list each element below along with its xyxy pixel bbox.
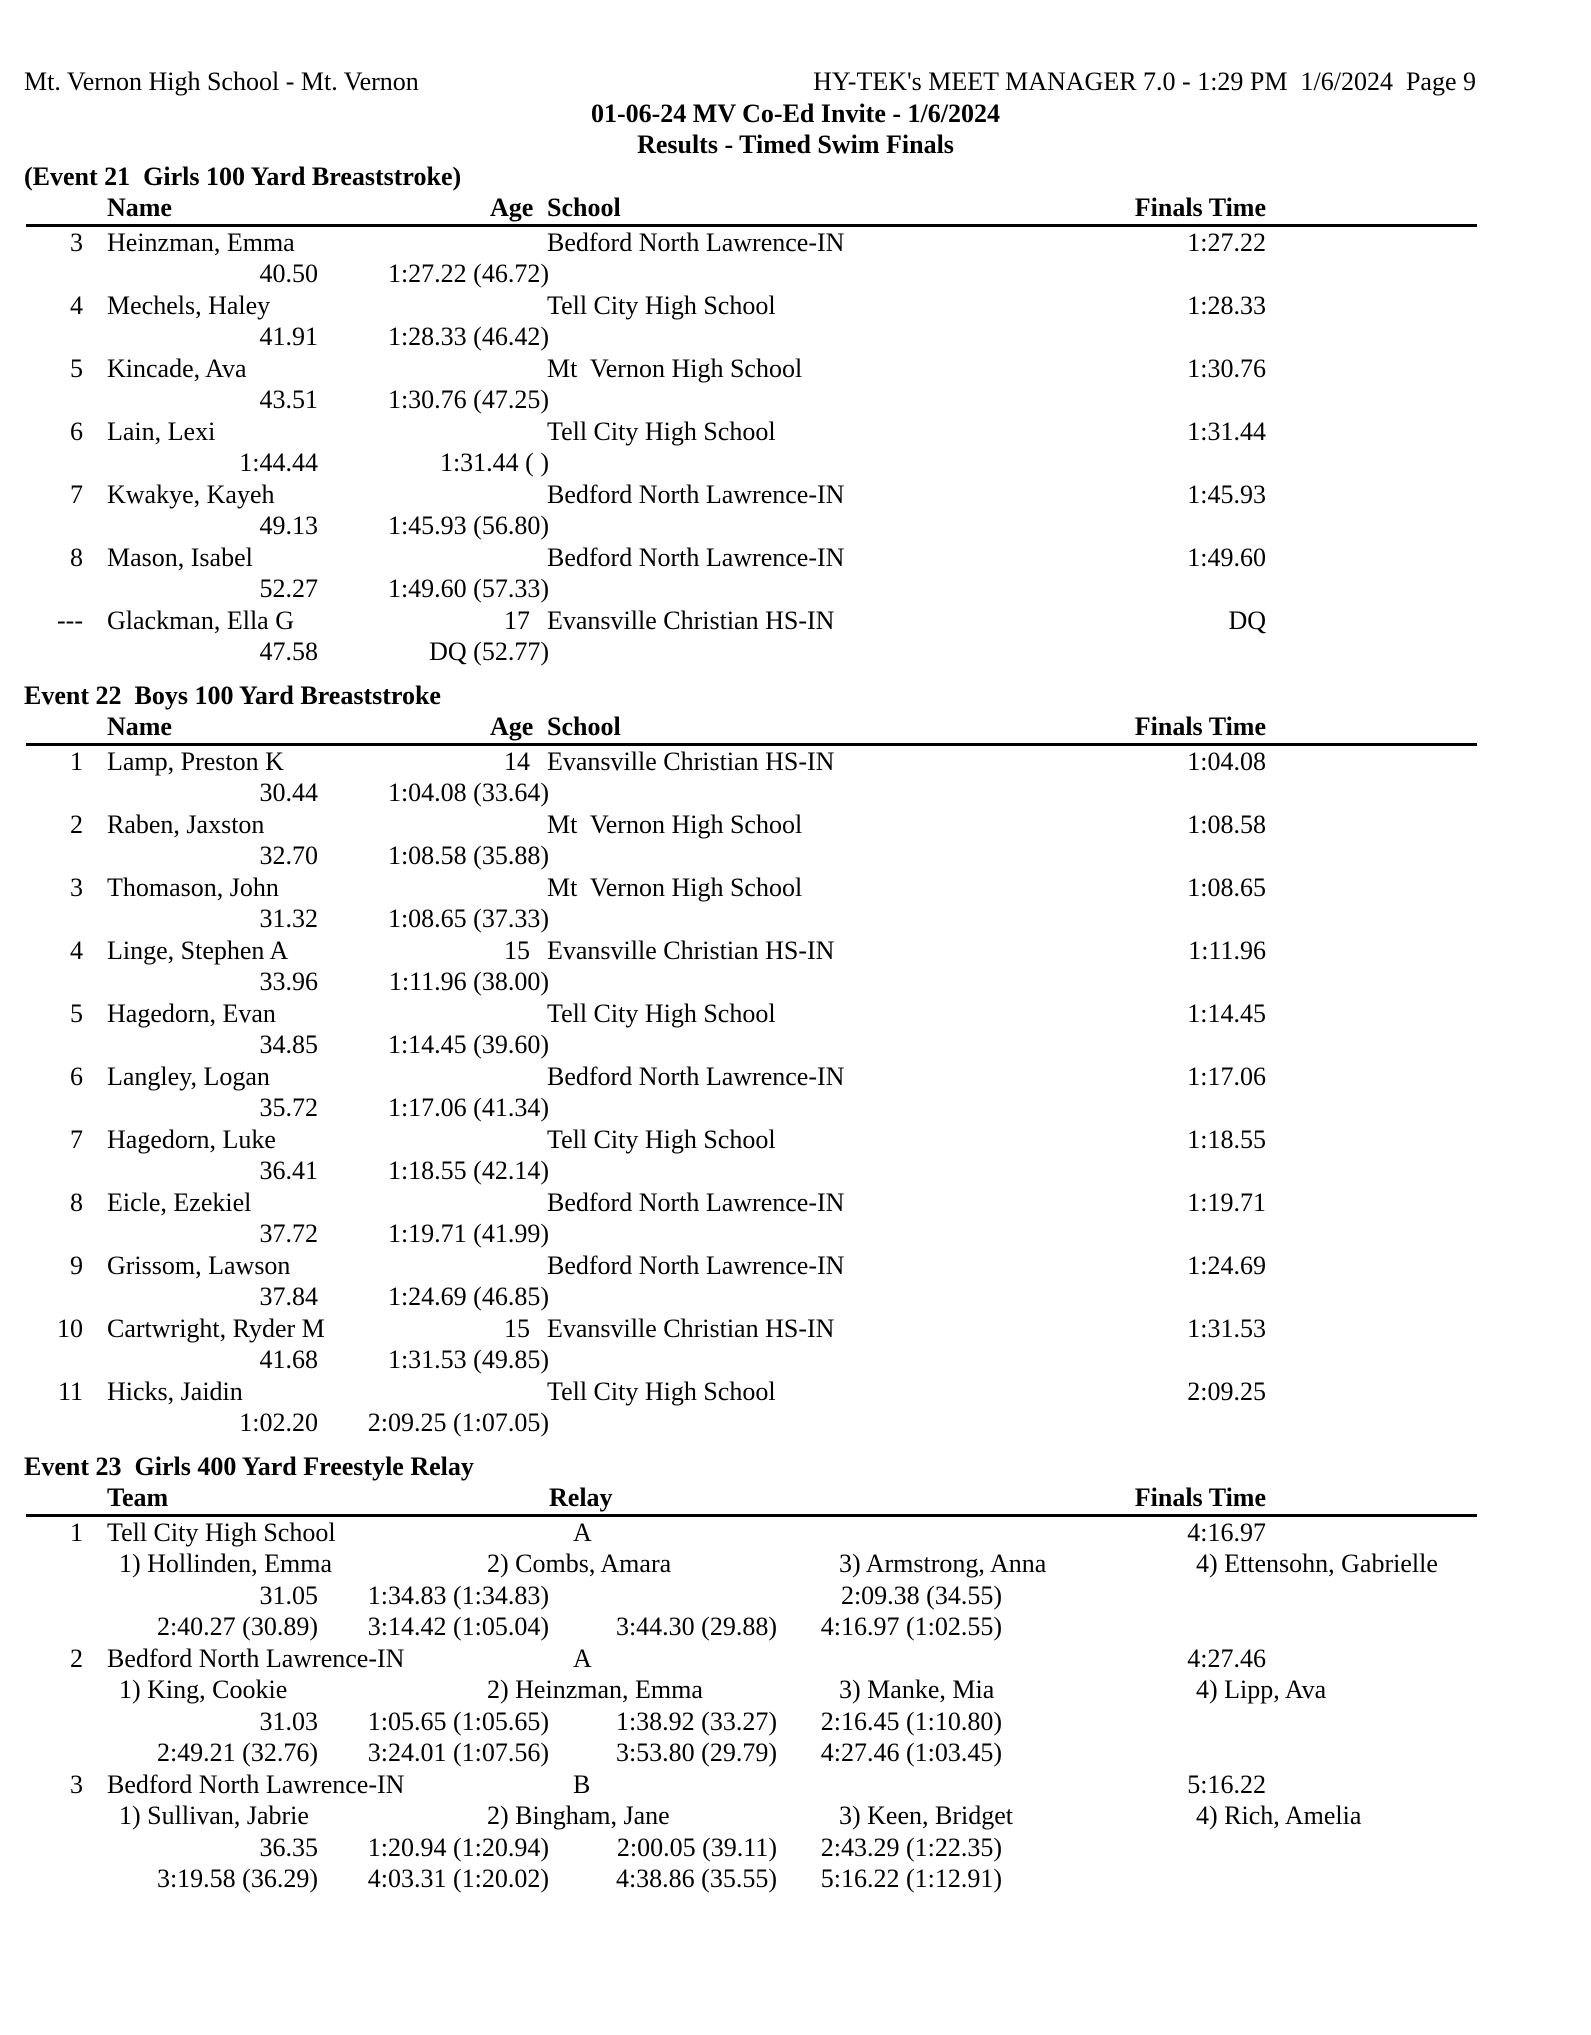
split-cell: 1:20.94 (1:20.94) (367, 1832, 549, 1862)
swimmer-cell: 1) King, Cookie (119, 1675, 288, 1704)
spacer (83, 998, 107, 1030)
results-subtitle: Results - Timed Swim Finals (637, 130, 954, 159)
event-table (26, 1482, 1477, 1895)
split-cell: DQ (52.77) (429, 637, 549, 666)
split-cell: 1:31.44 ( ) (439, 448, 549, 477)
result-row (26, 605, 1477, 637)
swimmer-cell: 2) Heinzman, Emma (487, 1675, 703, 1704)
swimmer-cell: 4) Ettensohn, Gabrielle (1196, 1549, 1438, 1578)
result-row (26, 542, 1477, 574)
split-cell: 1:31.53 (49.85) (387, 1345, 549, 1374)
spacer (83, 192, 107, 224)
events (0, 161, 1591, 1895)
header-age: Age (490, 193, 534, 222)
split-cell: 3:19.58 (36.29) (156, 1864, 318, 1893)
relay-letter-cell: A (573, 1517, 592, 1547)
result-row (26, 809, 1477, 841)
splits-row (26, 777, 1477, 809)
event-table (26, 192, 1477, 668)
splits-row (26, 384, 1477, 416)
split-cell: 2:00.05 (39.11) (616, 1832, 777, 1862)
school-cell: Bedford North Lawrence-IN (547, 542, 845, 572)
spacer (530, 1313, 547, 1345)
splits-row (26, 903, 1477, 935)
spacer (83, 1313, 107, 1345)
name-cell: Mason, Isabel (107, 542, 253, 572)
school-cell: Evansville Christian HS-IN (547, 746, 835, 776)
swimmer-cell: 4) Rich, Amelia (1196, 1801, 1362, 1830)
spacer (530, 809, 547, 841)
event-title: (Event 21 Girls 100 Yard Breaststroke) (24, 161, 462, 191)
split-cell: 2:09.25 (1:07.05) (367, 1408, 549, 1437)
relay-letter-cell: A (573, 1643, 592, 1673)
header-name: Name (107, 193, 172, 222)
spacer (83, 227, 107, 259)
spacer (83, 605, 107, 637)
finals-time-cell: 1:28.33 (1187, 290, 1266, 320)
spacer (530, 1124, 547, 1156)
name-cell: Eicle, Ezekiel (107, 1187, 252, 1217)
name-cell: Lain, Lexi (107, 416, 216, 446)
school-cell: Tell City High School (547, 1124, 776, 1154)
split-cell: 1:24.69 (46.85) (387, 1282, 549, 1311)
spacer (530, 998, 547, 1030)
school-cell: Evansville Christian HS-IN (547, 1313, 835, 1343)
swimmer-cell: 1) Sullivan, Jabrie (119, 1801, 309, 1830)
name-cell: Hagedorn, Evan (107, 998, 276, 1028)
spacer (83, 1769, 107, 1801)
place-cell: 9 (70, 1250, 83, 1280)
result-row (26, 416, 1477, 448)
school-cell: Bedford North Lawrence-IN (547, 227, 845, 257)
school-cell: Bedford North Lawrence-IN (547, 1250, 845, 1280)
event-table (26, 711, 1477, 1439)
result-row (26, 1376, 1477, 1408)
split-cell: 3:24.01 (1:07.56) (367, 1738, 549, 1767)
finals-time-cell: 1:30.76 (1187, 353, 1266, 383)
spacer (530, 1250, 547, 1282)
result-row (26, 1250, 1477, 1282)
splits-row (26, 1218, 1477, 1250)
finals-time-cell: 1:19.71 (1187, 1187, 1266, 1217)
place-cell: 7 (70, 479, 83, 509)
split-cell: 41.68 (259, 1345, 318, 1374)
finals-time-cell: DQ (1228, 605, 1266, 635)
finals-time-cell: 1:49.60 (1187, 542, 1266, 572)
relay-splits-row (26, 1863, 1477, 1895)
splits-row (26, 258, 1477, 290)
split-cell: 1:45.93 (56.80) (387, 511, 549, 540)
name-cell: Grissom, Lawson (107, 1250, 291, 1280)
result-row (26, 872, 1477, 904)
event-section (0, 161, 1591, 668)
header-name: Name (107, 712, 172, 741)
header-place-spacer (26, 1482, 83, 1514)
split-cell: 5:16.22 (1:12.91) (820, 1864, 1002, 1893)
split-cell: 1:04.08 (33.64) (387, 778, 549, 807)
school-cell: Bedford North Lawrence-IN (547, 479, 845, 509)
header-place-spacer (26, 711, 83, 743)
swimmer-cell: 3) Keen, Bridget (839, 1801, 1014, 1830)
school-cell: Mt Vernon High School (547, 872, 803, 902)
result-row (26, 479, 1477, 511)
school-cell: Evansville Christian HS-IN (547, 605, 835, 635)
split-cell: 37.84 (259, 1282, 318, 1311)
age-cell (490, 872, 530, 904)
split-cell: 1:28.33 (46.42) (387, 322, 549, 351)
split-cell: 1:44.44 (239, 448, 318, 477)
finals-time-cell: 1:11.96 (1188, 935, 1266, 965)
spacer (83, 809, 107, 841)
split-cell: 30.44 (259, 778, 318, 807)
school-cell: Tell City High School (547, 416, 776, 446)
place-cell: 4 (70, 935, 83, 965)
result-row (26, 227, 1477, 259)
relay-row (26, 1517, 1477, 1549)
school-cell: Mt Vernon High School (547, 353, 803, 383)
result-row (26, 353, 1477, 385)
split-cell: 1:08.65 (37.33) (387, 904, 549, 933)
finals-time-cell: 1:24.69 (1187, 1250, 1266, 1280)
split-cell: 2:43.29 (1:22.35) (820, 1832, 1002, 1862)
spacer (530, 1187, 547, 1219)
split-cell: 4:03.31 (1:20.02) (367, 1864, 549, 1893)
place-cell: 11 (57, 1376, 83, 1406)
split-cell: 52.27 (259, 574, 318, 603)
name-cell: Raben, Jaxston (107, 809, 265, 839)
place-cell: 10 (57, 1313, 83, 1343)
split-cell: 35.72 (259, 1093, 318, 1122)
spacer (530, 1376, 547, 1408)
finals-time-cell: 1:04.08 (1187, 746, 1266, 776)
result-row (26, 1313, 1477, 1345)
spacer (530, 479, 547, 511)
age-cell: 15 (504, 935, 530, 965)
split-cell: 1:14.45 (39.60) (387, 1030, 549, 1059)
table-header-row (26, 1482, 1477, 1517)
header-relay: Relay (549, 1483, 613, 1512)
place-cell: 8 (70, 1187, 83, 1217)
name-cell: Thomason, John (107, 872, 279, 902)
split-cell: 4:38.86 (35.55) (615, 1864, 777, 1893)
place-cell: 1 (70, 1517, 83, 1547)
age-cell: 15 (504, 1313, 530, 1343)
splits-row (26, 573, 1477, 605)
finals-time-cell: 1:31.44 (1187, 416, 1266, 446)
school-cell: Bedford North Lawrence-IN (547, 1187, 845, 1217)
school-cell: Tell City High School (547, 290, 776, 320)
finals-time-cell: 4:27.46 (1187, 1643, 1266, 1673)
spacer (530, 872, 547, 904)
spacer (530, 935, 547, 967)
split-cell: 49.13 (259, 511, 318, 540)
swimmers-row (26, 1674, 1477, 1706)
result-row (26, 935, 1477, 967)
split-cell: 1:38.92 (33.27) (615, 1706, 777, 1736)
team-cell: Bedford North Lawrence-IN (107, 1643, 405, 1673)
spacer (530, 605, 547, 637)
school-cell: Mt Vernon High School (547, 809, 803, 839)
header-age: Age (490, 712, 534, 741)
splits-row (26, 447, 1477, 479)
swimmer-cell: 3) Manke, Mia (839, 1675, 995, 1704)
spacer (83, 290, 107, 322)
page-header-right: HY-TEK's MEET MANAGER 7.0 - 1:29 PM 1/6/2024 Page 9 (813, 67, 1476, 96)
spacer (83, 416, 107, 448)
event-section (0, 1451, 1591, 1895)
splits-row (26, 840, 1477, 872)
place-cell: 4 (70, 290, 83, 320)
split-cell: 1:34.83 (1:34.83) (367, 1580, 549, 1610)
splits-row (26, 1029, 1477, 1061)
split-cell: 4:16.97 (1:02.55) (820, 1612, 1002, 1641)
swimmer-cell: 2) Bingham, Jane (487, 1801, 670, 1830)
swimmer-cell: 3) Armstrong, Anna (839, 1549, 1047, 1578)
place-cell: 3 (70, 872, 83, 902)
event-title: Event 23 Girls 400 Yard Freestyle Relay (24, 1451, 474, 1481)
spacer (530, 192, 547, 224)
finals-time-cell: 1:27.22 (1187, 227, 1266, 257)
name-cell: Kwakye, Kayeh (107, 479, 275, 509)
team-cell: Bedford North Lawrence-IN (107, 1769, 405, 1799)
split-cell: 36.41 (259, 1156, 318, 1185)
place-cell: --- (57, 605, 83, 635)
header-team: Team (107, 1483, 169, 1512)
meet-title: 01-06-24 MV Co-Ed Invite - 1/6/2024 (590, 98, 1000, 128)
split-cell: 31.03 (259, 1706, 318, 1736)
place-cell: 6 (70, 416, 83, 446)
header-finals-time: Finals Time (1134, 1483, 1266, 1512)
split-cell: 31.32 (259, 904, 318, 933)
splits-row (26, 1407, 1477, 1439)
spacer (83, 746, 107, 778)
splits-row (26, 321, 1477, 353)
split-cell: 1:27.22 (46.72) (387, 259, 549, 288)
age-cell (490, 227, 530, 259)
spacer (83, 1250, 107, 1282)
splits-row (26, 1281, 1477, 1313)
result-row (26, 290, 1477, 322)
place-cell: 2 (70, 809, 83, 839)
spacer (530, 711, 547, 743)
age-cell (490, 1250, 530, 1282)
school-cell: Evansville Christian HS-IN (547, 935, 835, 965)
relay-splits-row (26, 1580, 1477, 1612)
spacer (530, 353, 547, 385)
place-cell: 5 (70, 353, 83, 383)
place-cell: 8 (70, 542, 83, 572)
header-school: School (547, 712, 621, 741)
age-cell (490, 416, 530, 448)
result-row (26, 1124, 1477, 1156)
school-cell: Tell City High School (547, 1376, 776, 1406)
split-cell: 1:17.06 (41.34) (387, 1093, 549, 1122)
swimmers-row (26, 1548, 1477, 1580)
finals-time-cell: 1:08.65 (1187, 872, 1266, 902)
split-cell: 1:49.60 (57.33) (387, 574, 549, 603)
split-cell: 1:30.76 (47.25) (387, 385, 549, 414)
relay-splits-row (26, 1611, 1477, 1643)
split-cell: 3:53.80 (29.79) (615, 1738, 777, 1767)
age-cell (490, 1187, 530, 1219)
place-cell: 3 (70, 1769, 83, 1799)
spacer (83, 1061, 107, 1093)
split-cell: 37.72 (259, 1219, 318, 1248)
name-cell: Kincade, Ava (107, 353, 247, 383)
spacer (83, 479, 107, 511)
splits-row (26, 1155, 1477, 1187)
splits-row (26, 636, 1477, 668)
spacer (83, 1643, 107, 1675)
age-cell (490, 353, 530, 385)
finals-time-cell: 1:17.06 (1187, 1061, 1266, 1091)
split-cell: 32.70 (259, 841, 318, 870)
finals-time-cell: 5:16.22 (1187, 1769, 1266, 1799)
header-place-spacer (26, 192, 83, 224)
school-cell: Tell City High School (547, 998, 776, 1028)
relay-splits-row (26, 1832, 1477, 1864)
name-cell: Mechels, Haley (107, 290, 271, 320)
spacer (530, 1061, 547, 1093)
age-cell (490, 809, 530, 841)
split-cell: 2:40.27 (30.89) (156, 1612, 318, 1641)
name-cell: Heinzman, Emma (107, 227, 295, 257)
spacer (530, 290, 547, 322)
split-cell: 1:18.55 (42.14) (387, 1156, 549, 1185)
spacer (83, 1482, 107, 1514)
table-header-row (26, 711, 1477, 746)
event-section (0, 680, 1591, 1439)
split-cell: 31.05 (259, 1580, 318, 1610)
result-row (26, 998, 1477, 1030)
split-cell (549, 1580, 777, 1612)
place-cell: 5 (70, 998, 83, 1028)
split-cell: 41.91 (259, 322, 318, 351)
age-cell: 17 (504, 605, 530, 635)
name-cell: Hagedorn, Luke (107, 1124, 276, 1154)
split-cell: 4:27.46 (1:03.45) (820, 1738, 1002, 1767)
relay-letter-cell: B (573, 1769, 591, 1799)
split-cell: 3:14.42 (1:05.04) (367, 1612, 549, 1641)
header-finals-time: Finals Time (1134, 193, 1266, 222)
spacer (530, 542, 547, 574)
finals-time-cell: 1:18.55 (1187, 1124, 1266, 1154)
spacer (83, 872, 107, 904)
name-cell: Glackman, Ella G (107, 605, 294, 635)
place-cell: 2 (70, 1643, 83, 1673)
page-header-left: Mt. Vernon High School - Mt. Vernon (24, 67, 419, 96)
split-cell: 40.50 (259, 259, 318, 288)
splits-row (26, 1344, 1477, 1376)
swimmer-cell: 4) Lipp, Ava (1196, 1675, 1327, 1704)
name-cell: Langley, Logan (107, 1061, 270, 1091)
spacer (83, 1124, 107, 1156)
split-cell: 34.85 (259, 1030, 318, 1059)
swimmers-row (26, 1800, 1477, 1832)
result-row (26, 1187, 1477, 1219)
splits-row (26, 966, 1477, 998)
name-cell: Lamp, Preston K (107, 746, 284, 776)
place-cell: 6 (70, 1061, 83, 1091)
relay-row (26, 1643, 1477, 1675)
spacer (83, 353, 107, 385)
finals-time-cell: 1:08.58 (1187, 809, 1266, 839)
swimmer-cell: 2) Combs, Amara (487, 1549, 672, 1578)
finals-time-cell: 4:16.97 (1187, 1517, 1266, 1547)
split-cell: 1:11.96 (38.00) (388, 967, 549, 996)
age-cell (490, 998, 530, 1030)
place-cell: 7 (70, 1124, 83, 1154)
spacer (83, 1187, 107, 1219)
name-cell: Linge, Stephen A (107, 935, 289, 965)
place-cell: 3 (70, 227, 83, 257)
finals-time-cell: 1:14.45 (1187, 998, 1266, 1028)
spacer (83, 1517, 107, 1549)
split-cell: 1:02.20 (239, 1408, 318, 1437)
name-cell: Hicks, Jaidin (107, 1376, 243, 1406)
spacer (530, 746, 547, 778)
split-cell: 2:09.38 (34.55) (840, 1580, 1002, 1610)
place-cell: 1 (70, 746, 83, 776)
age-cell (490, 1124, 530, 1156)
age-cell (490, 479, 530, 511)
age-cell (490, 1061, 530, 1093)
split-cell: 2:16.45 (1:10.80) (820, 1706, 1002, 1736)
swimmer-cell: 1) Hollinden, Emma (119, 1549, 333, 1578)
spacer (83, 935, 107, 967)
event-title: Event 22 Boys 100 Yard Breaststroke (24, 680, 441, 710)
splits-row (26, 510, 1477, 542)
finals-time-cell: 1:31.53 (1187, 1313, 1266, 1343)
split-cell: 1:05.65 (1:05.65) (367, 1706, 549, 1736)
split-cell: 1:19.71 (41.99) (387, 1219, 549, 1248)
spacer (530, 416, 547, 448)
splits-row (26, 1092, 1477, 1124)
age-cell (490, 542, 530, 574)
page-header (0, 66, 1591, 98)
split-cell: 33.96 (259, 967, 318, 996)
name-cell: Cartwright, Ryder M (107, 1313, 325, 1343)
result-row (26, 746, 1477, 778)
spacer (83, 1376, 107, 1408)
school-cell: Bedford North Lawrence-IN (547, 1061, 845, 1091)
finals-time-cell: 2:09.25 (1187, 1376, 1266, 1406)
table-header-row (26, 192, 1477, 227)
split-cell: 3:44.30 (29.88) (615, 1612, 777, 1641)
header-school: School (547, 193, 621, 222)
age-cell (490, 1376, 530, 1408)
relay-row (26, 1769, 1477, 1801)
spacer (83, 711, 107, 743)
spacer (83, 542, 107, 574)
spacer (530, 227, 547, 259)
team-cell: Tell City High School (107, 1517, 336, 1547)
split-cell: 2:49.21 (32.76) (156, 1738, 318, 1767)
split-cell: 36.35 (259, 1832, 318, 1862)
split-cell: 1:08.58 (35.88) (387, 841, 549, 870)
split-cell: 47.58 (259, 637, 318, 666)
finals-time-cell: 1:45.93 (1187, 479, 1266, 509)
relay-splits-row (26, 1706, 1477, 1738)
header-finals-time: Finals Time (1134, 712, 1266, 741)
relay-splits-row (26, 1737, 1477, 1769)
age-cell: 14 (504, 746, 530, 776)
age-cell (490, 290, 530, 322)
result-row (26, 1061, 1477, 1093)
split-cell: 43.51 (259, 385, 318, 414)
